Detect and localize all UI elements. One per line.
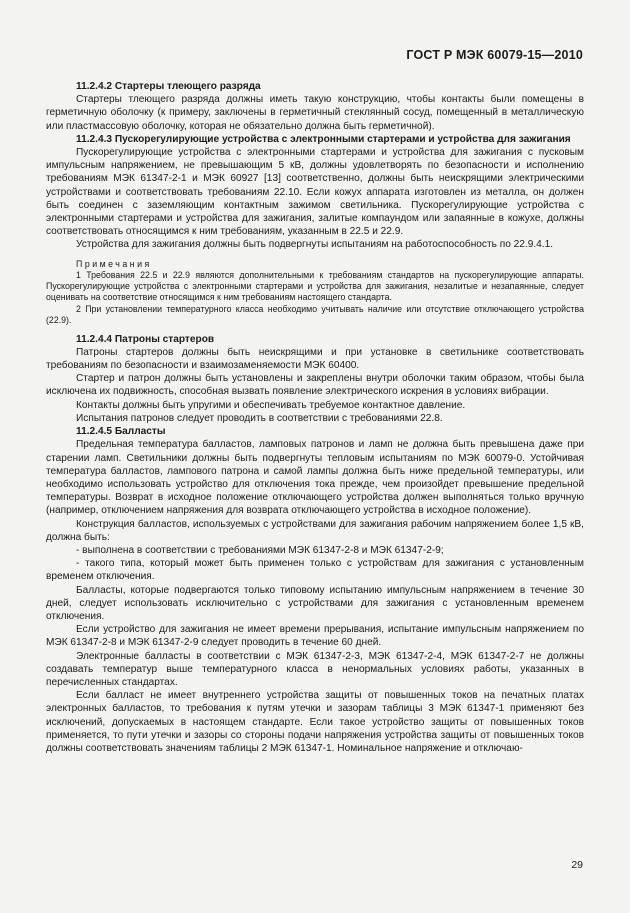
note-item: 2 При установлении температурного класса необходимо учитывать наличие или отсутствие отключающего устройства (22.9). [46,303,584,326]
paragraph: Стартер и патрон должны быть установлены и закреплены внутри оболочки таким образом, чтобы была исключена их подвижность, способная вызвать появление электрического искрения в условиях вибрации. [46,373,584,398]
section-heading: 11.2.4.2 Стартеры тлеющего разряда [76,81,261,92]
note-item: 1 Требования 22.5 и 22.9 являются дополнительными к требованиям стандартов на пускорегулирующие аппараты. Пускорегулирующие устройства с электронными стартерами и устройства для зажигания, незалитые и незапаянные, следует оценивать на соответствие относящимся к ним требованиям настоящего стандарта. [46,269,584,303]
paragraph: Испытания патронов следует проводить в соответствии с требованиями 22.8. [76,412,443,424]
section-heading: 11.2.4.4 Патроны стартеров [76,333,215,345]
paragraph: Предельная температура балластов, ламповых патронов и ламп не должна быть превышена даже при старении ламп. Светильники должны быть подвергнуты тепловым испытаниям по МЭК 60079-0. Устойчивая температура балластов, лампового патрона и самой лампы должна быть ниже предельной температуры, или необходимо использовать устройство для отключения тока прежде, чем произойдет превышение предельной температуры. Возврат в исходное положение отключающего устройства должен выполняться только вручную (например, отключением напряжения для возврата отключающего устройства в исходное положение). [46,439,584,517]
paragraph: Стартеры тлеющего разряда должны иметь такую конструкцию, чтобы контакты были помещены в герметичную оболочку (к примеру, заключены в герметичный стеклянный сосуд, помещенный в металлическую или пластмассовую оболочку, которая не обязательно должна быть герметичной). [46,94,584,132]
paragraph: Если устройство для зажигания не имеет времени прерывания, испытание импульсным напряжением по МЭК 61347-2-8 и МЭК 61347-2-9 следует проводить в течение 60 дней. [46,624,584,649]
section-heading: 11.2.4.5 Балласты [76,426,166,438]
page-number: 29 [571,859,583,871]
paragraph: Патроны стартеров должны быть неискрящими и при установке в светильнике соответствовать требованиям по безопасности и взаимозаменяемости МЭК 60400. [46,346,584,372]
paragraph: - такого типа, который может быть применен только с устройствам для зажигания с установленным временем отключения. [46,558,584,583]
paragraph: Устройства для зажигания должны быть подвергнуты испытаниям на работоспособность по 22.9.4.1. [76,239,554,251]
paragraph: Пускорегулирующие устройства с электронными стартерами и устройства для зажигания с пусковым импульсным напряжением, не превышающим 5 кВ, должны удовлетворять по безопасности и исполнению требованиям МЭК 61347-2-1 и МЭК 60927 [13] соответственно, должны быть неискрящими электрическими устройствами и соответствовать требованиям 22.10. Если кожух аппарата изготовлен из металла, он должен быть соединен с заземляющим контактным зажимом светильника. Пускорегулирующие устройства с электронными стартерами и устройства для зажигания, залитые компаундом или запаянные в кожухе, должны соответствовать относящимся к ним требованиям, указанным в 22.5 и 22.9. [46,147,584,238]
paragraph: Балласты, которые подвергаются только типовому испытанию импульсным напряжением в течение 30 дней, следует использовать исключительно с устройствами для зажигания с установленным временем отключения. [46,584,584,622]
notes-title: Примечания [76,258,152,269]
paragraph: Конструкция балластов, используемых с устройствами для зажигания рабочим напряжением более 1,5 кВ, должна быть: [46,518,584,543]
section-heading: 11.2.4.3 Пускорегулирующие устройства с электронными стартерами и устройства для зажигания [76,133,571,145]
paragraph: - выполнена в соответствии с требованиями МЭК 61347-2-8 и МЭК 61347-2-9; [76,544,444,556]
paragraph: Если балласт не имеет внутреннего устройства защиты от повышенных токов на печатных платах электронных балластов, то требования к путям утечки и зазорам таблицы 3 МЭК 61347-1 применяют без исключений, допускаемых в настоящем стандарте. Если такое устройство защиты от повышенных токов применяется, то пути утечки и зазоры со стороны подачи напряжения устройства защиты от повышенных токов должны соответствовать значениям таблицы 2 МЭК 61347-1. Номинальное напряжение и отключаю- [46,690,584,754]
paragraph: Электронные балласты в соответствии с МЭК 61347-2-3, МЭК 61347-2-4, МЭК 61347-2-7 не должны создавать температур выше температурного класса в ненормальных условиях работы, указанных в перечисленных стандартах. [46,650,584,688]
page-body [46,80,584,755]
standard-code-header: ГОСТ Р МЭК 60079-15—2010 [406,48,583,62]
paragraph: Контакты должны быть упругими и обеспечивать требуемое контактное давление. [76,399,466,411]
